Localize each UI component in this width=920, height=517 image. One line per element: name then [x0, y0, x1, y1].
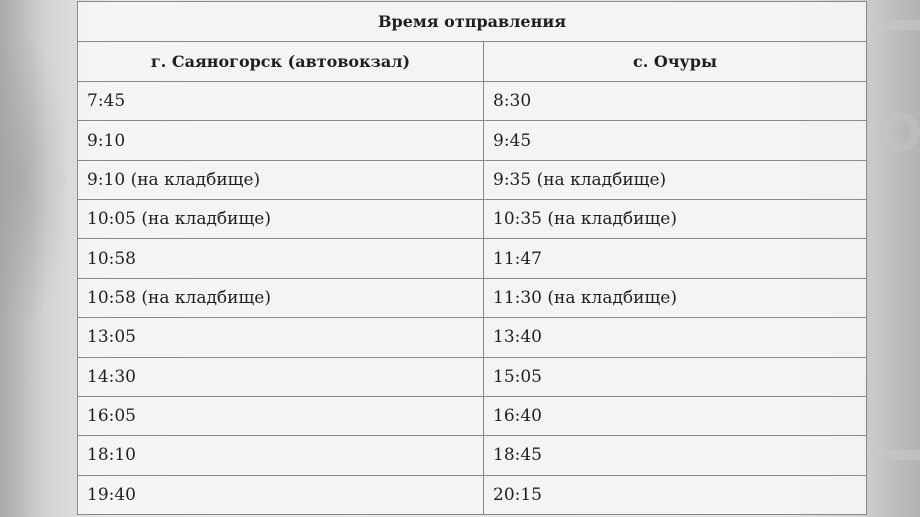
departure-ochury-cell: 10:35 (на кладбище): [484, 200, 867, 239]
column-header-ochury: с. Очуры: [484, 42, 867, 82]
table-row: [78, 357, 867, 396]
column-header-sayanogorsk: г. Саяногорск (автовокзал): [78, 42, 484, 82]
departure-ochury-cell: 11:30 (на кладбище): [484, 278, 867, 317]
departure-sayanogorsk-cell: 13:05: [78, 318, 484, 357]
table-row: [78, 396, 867, 435]
departure-sayanogorsk-cell: 10:58: [78, 239, 484, 278]
table-row: [78, 436, 867, 475]
departure-sayanogorsk-cell: 10:58 (на кладбище): [78, 278, 484, 317]
departure-sayanogorsk-cell: 9:10: [78, 121, 484, 160]
departure-sayanogorsk-cell: 16:05: [78, 396, 484, 435]
departure-ochury-cell: 8:30: [484, 82, 867, 121]
table-row: [78, 160, 867, 199]
departure-sayanogorsk-cell: 7:45: [78, 82, 484, 121]
background-bus-icon: [860, 20, 920, 460]
departure-ochury-cell: 15:05: [484, 357, 867, 396]
table-row: [78, 475, 867, 514]
departure-sayanogorsk-cell: 14:30: [78, 357, 484, 396]
departure-ochury-cell: 9:45: [484, 121, 867, 160]
table-title: Время отправления: [78, 2, 867, 42]
departure-ochury-cell: 16:40: [484, 396, 867, 435]
background-shade-left: [0, 30, 70, 330]
table-row: [78, 239, 867, 278]
departure-sayanogorsk-cell: 10:05 (на кладбище): [78, 200, 484, 239]
background-bus-wheel-icon: [880, 112, 920, 152]
table-header-row: [78, 42, 867, 82]
departure-sayanogorsk-cell: 18:10: [78, 436, 484, 475]
departure-schedule-table: [77, 1, 867, 515]
departure-sayanogorsk-cell: 19:40: [78, 475, 484, 514]
departure-ochury-cell: 11:47: [484, 239, 867, 278]
departure-ochury-cell: 13:40: [484, 318, 867, 357]
table-title-row: [78, 2, 867, 42]
table-row: [78, 200, 867, 239]
departure-ochury-cell: 20:15: [484, 475, 867, 514]
departure-ochury-cell: 9:35 (на кладбище): [484, 160, 867, 199]
table-row: [78, 278, 867, 317]
departure-ochury-cell: 18:45: [484, 436, 867, 475]
table-row: [78, 318, 867, 357]
departure-sayanogorsk-cell: 9:10 (на кладбище): [78, 160, 484, 199]
table-row: [78, 121, 867, 160]
table-row: [78, 82, 867, 121]
